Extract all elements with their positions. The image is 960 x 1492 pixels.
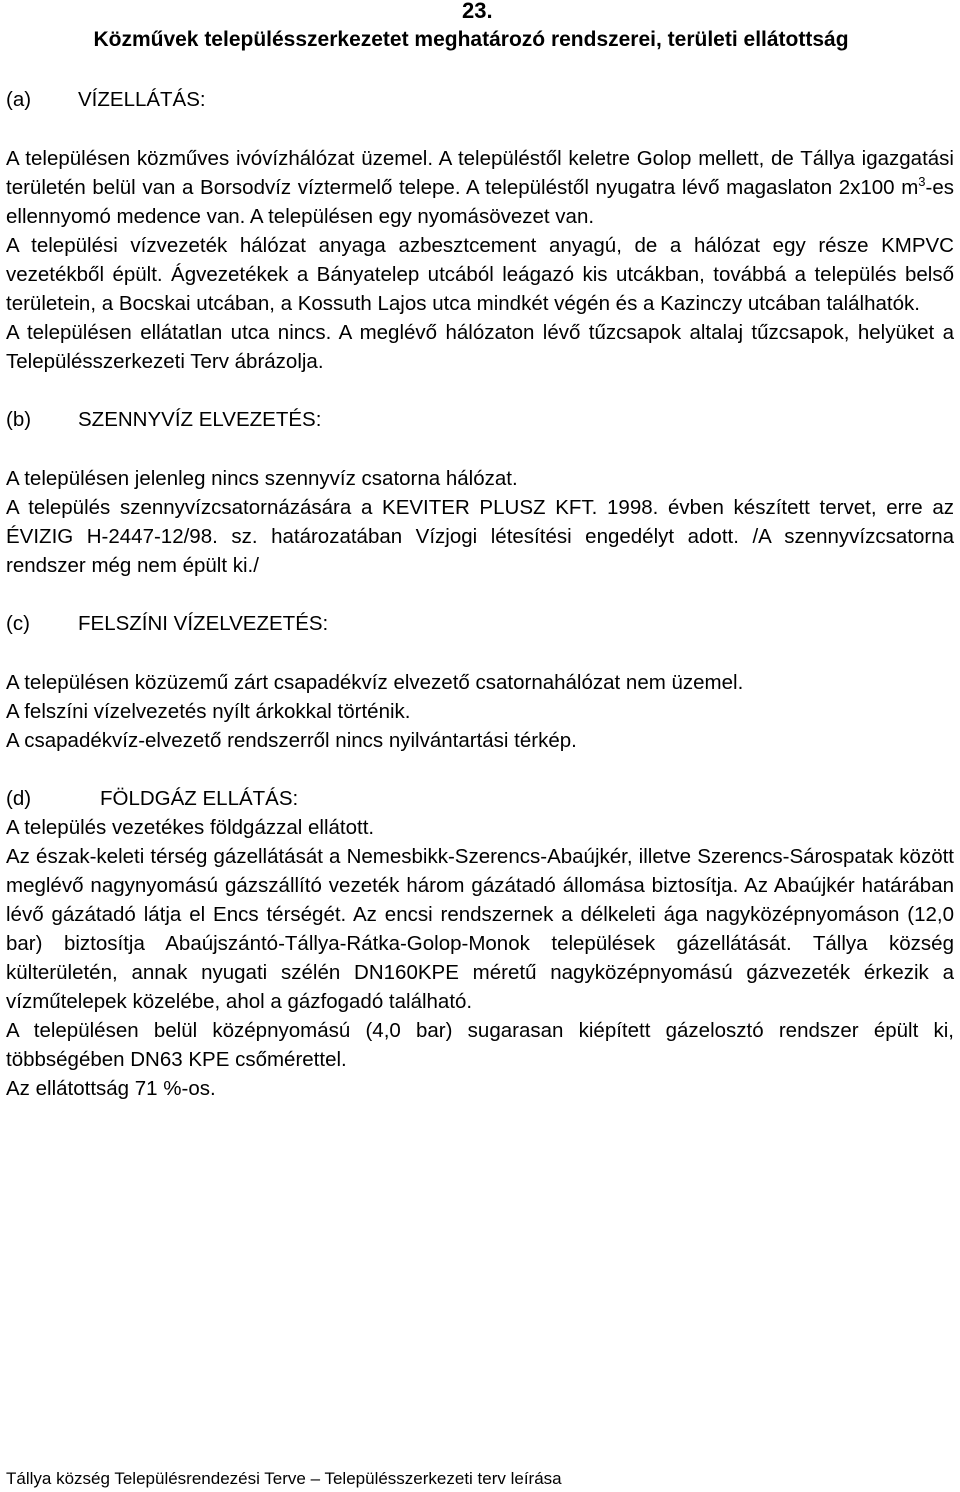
section-heading-sewage [6,405,954,434]
section-letter: (a) [6,88,32,111]
section-heading-gas [6,784,954,813]
paragraph-gas-2: Az észak-keleti térség gázellátását a Nemesbikk-Szerencs-Abaújkér, illetve Szerencs-Sárospatak között meglévő nagynyomású gázszállító vezeték három gázátadó állomása biztosítja. Az Abaújkér határában lévő gázátadó látja el Encs térségét. Az encsi rendszernek a délkeleti ága nagyközépnyomáson (12,0 bar) biztosítja Abaújszántó-Tállya-Rátka-Golop-Monok települések gázellátását. Tállya község külterületén, annak nyugati szélén DN160KPE méretű nagyközépnyomású gázvezeték érkezik a vízműtelepek közelébe, ahol a gázfogadó található. [6,845,954,1013]
paragraph-gas-1: A település vezetékes földgázzal ellátott. [6,816,375,839]
section-letter: (d) [6,787,32,810]
page-title: Közművek településszerkezetet meghatározó rendszerei, területi ellátottság [93,28,849,51]
text-run: A településen közműves ivóvízhálózat üzemel. A településtől keletre Golop mellett, de Tállya igazgatási területén belül van a Borsodvíz víztermelő telepe. A településtől nyugatra lévő magaslaton 2x100 m [6,147,954,199]
paragraph-water-2: A települési vízvezeték hálózat anyaga azbesztcement anyagú, de a hálózat egy része KMPVC vezetékből épült. Ágvezetékek a Bányatelep utcából leágazó kis utcákban, továbbá a település belső területein, a Bocskai utcában, a Kossuth Lajos utca mindkét végén és a Kazinczy utcában találhatók. [6,234,954,315]
section-title: SZENNYVÍZ ELVEZETÉS: [78,408,322,431]
section-letter: (c) [6,612,30,635]
section-title: VÍZELLÁTÁS: [78,88,206,111]
section-title: FELSZÍNI VÍZELVEZETÉS: [78,612,329,635]
paragraph-water-3: A településen ellátatlan utca nincs. A meglévő hálózaton lévő tűzcsapok altalaj tűzcsapok, helyüket a Településszerkezeti Terv ábrázolja. [6,321,954,373]
section-letter: (b) [6,408,32,431]
section-heading-surface [6,609,954,638]
paragraph-water-1 [6,144,954,231]
paragraph-surface-2: A felszíni vízelvezetés nyílt árkokkal történik. [6,700,411,723]
paragraph-surface-3: A csapadékvíz-elvezető rendszerről nincs nyilvántartási térkép. [6,729,577,752]
paragraph-surface-1: A településen közüzemű zárt csapadékvíz elvezető csatornahálózat nem üzemel. [6,671,744,694]
text-run: -es ellennyomó medence van. A településen egy nyomásövezet van. [6,176,954,228]
paragraph-gas-4: Az ellátottság 71 %-os. [6,1077,216,1100]
section-title: FÖLDGÁZ ELLÁTÁS: [100,787,299,810]
page-footer: Tállya község Településrendezési Terve – Településszerkezeti terv leírása [6,1469,562,1488]
page-number: 23. [462,0,493,23]
paragraph-sewage-2: A település szennyvízcsatornázására a KEVITER PLUSZ KFT. 1998. évben készített tervet, erre az ÉVIZIG H-2447-12/98. sz. határozatában Vízjogi létesítési engedélyt adott. /A szennyvízcsatorna rendszer még nem épült ki./ [6,496,954,577]
document-body [6,85,954,1103]
paragraph-sewage-1: A településen jelenleg nincs szennyvíz csatorna hálózat. [6,467,518,490]
superscript: 3 [918,174,926,189]
paragraph-gas-3: A településen belül középnyomású (4,0 bar) sugarasan kiépített gázelosztó rendszer épült ki, többségében DN63 KPE csőmérettel. [6,1019,954,1071]
section-heading-water [6,85,954,114]
